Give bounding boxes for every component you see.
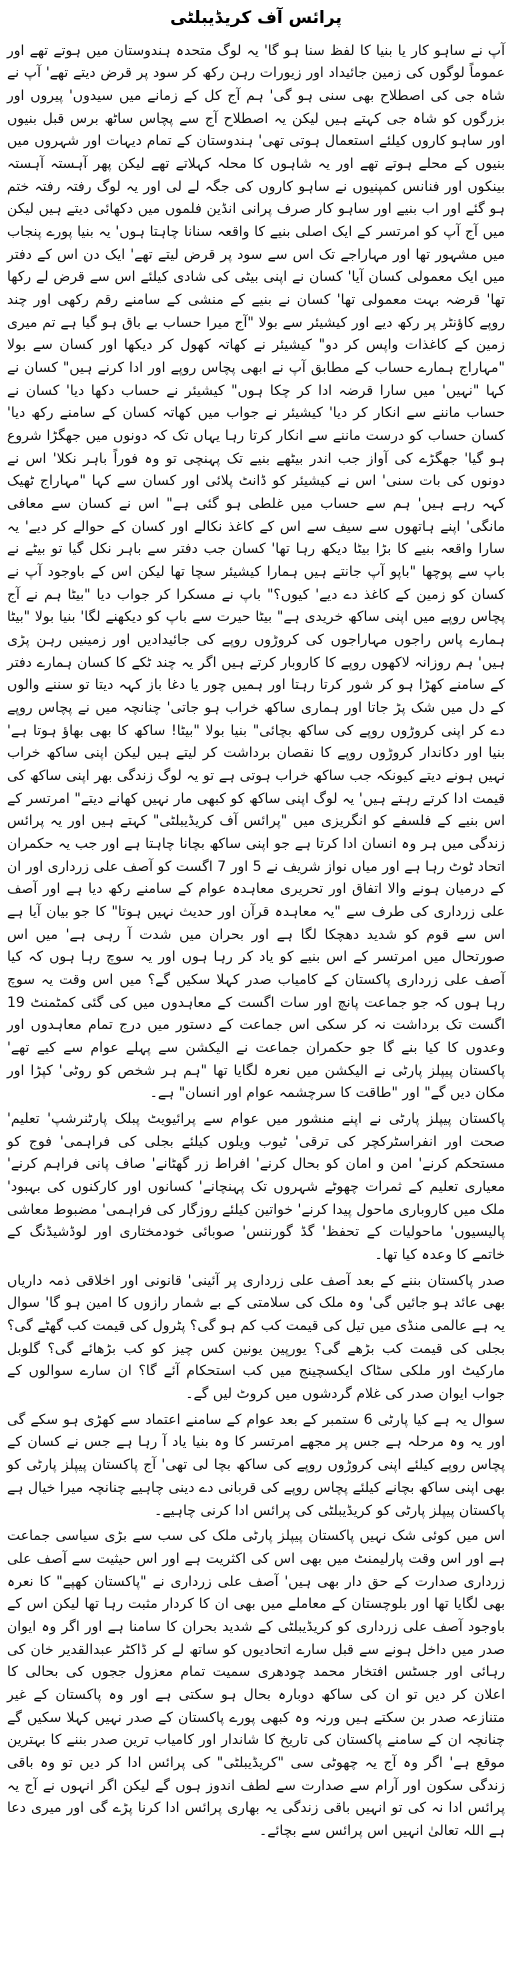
paragraph-1: آپ نے ساہو کار یا بنیا کا لفظ سنا ہو گا' یہ لوگ متحدہ ہندوستان میں ہوتے تھے اور عموماً لوگوں کی زمین جائیداد اور زیورات رہن رکھ کر سود پر قرض دیتے تھے' آپ نے شاہ جی کی اصطلاح بھی سنی ہو گی' ہم آج کل کے زمانے میں سیدوں' پیروں اور بزرگوں کو شاہ جی کہتے ہیں لیکن یہ اصطلاح آج سے پچاس ساٹھ برس قبل بنیوں اور ساہو کاروں کیلئے استعمال ہوتی تھی' ہندوستان کے تمام دیہات اور شہروں میں بنیوں کے محلے ہوتے تھے اور یہ شاہوں کا محلہ کہلاتے تھے لیکن پھر آہستہ آہستہ بینکوں اور فنانس کمپنیوں نے ساہو کاروں کی جگہ لے لی اور یہ لوگ رفتہ رفتہ ختم ہو گئے اور اب بنیے اور ساہو کار صرف پرانی انڈین فلموں میں دکھائی دیتے ہیں لیکن میں آج آپ کو امرتسر کے ایک اصلی بنیے کا واقعہ سنانا چاہتا ہوں' یہ بنیا پورے پنجاب میں مشہور تھا اور مہاراجے تک اس سے سود پر قرض لیتے تھے' ایک دن اس کے دفتر میں ایک معمولی کسان آیا' کسان نے اپنی بیٹی کی شادی کیلئے اس سے قرض لے رکھا تھا' قرضہ بہت معمولی تھا' کسان نے بنیے کے منشی کے سامنے رقم رکھی اور چند روپے کاؤنٹر پر رکھ دیے اور کیشیئر سے بولا "آج میرا حساب بے باق ہو گیا ہے تم میری زمین کے کاغذات واپس کر دو" کیشیئر نے کھاتہ کھول کر دیکھا اور کسان سے بولا "مہاراج ہمارے حساب کے مطابق آپ نے ابھی پچاس روپے اور ادا کرنے ہیں" کسان نے کہا "نہیں' میں سارا قرضہ ادا کر چکا ہوں" کیشیئر نے حساب دکھا دیا' کسان نے حساب ماننے سے انکار کر دیا' کیشیئر نے جواب میں کھاتہ کسان کے سامنے رکھ دیا' کسان حساب کو درست ماننے سے انکار کرتا رہا یہاں تک کہ دونوں میں جھگڑا شروع ہو گیا' جھگڑے کی آواز جب اندر بیٹھے بنیے تک پہنچی تو وہ فوراً باہر نکلا' اس نے دونوں کی بات سنی' اس نے کیشیئر کو ڈانٹ پلائی اور کسان سے کہا "مہاراج ٹھیک کہہ رہے ہیں' ہم سے حساب میں غلطی ہو گئی ہے" اس نے کسان سے معافی مانگی' اپنے ہاتھوں سے سیف سے اس کے کاغذ نکالے اور کسان کے حوالے کر دیے' یہ سارا واقعہ بنیے کا بڑا بیٹا دیکھ رہا تھا' کسان جب دفتر سے باہر نکل گیا تو بیٹے نے باپ سے پوچھا "باپو آپ جانتے ہیں ہمارا کیشیئر سچا تھا لیکن اس کے باوجود آپ نے کسان کو زمین کے کاغذ دے دیے' کیوں؟" باپ نے مسکرا کر جواب دیا "بیٹا ہم نے آج پچاس روپے میں اپنی ساکھ خریدی ہے" بیٹا حیرت سے باپ کو دیکھنے لگا' بنیا بولا "بیٹا ہمارے پاس راجوں مہاراجوں کی کروڑوں روپے کی جائیدادیں اور زمینیں رہن پڑی ہیں' ہم روزانہ لاکھوں روپے کا کاروبار کرتے ہیں اگر یہ چند ٹکے کا کسان ہمارے دفتر کے سامنے کھڑا ہو کر شور کرتا رہتا اور ہمیں چور یا دغا باز کہہ دیتا تو سننے والوں کے دل میں شک پڑ جاتا اور ہماری ساکھ خراب ہو جاتی' چنانچہ میں نے پچاس روپے دے کر اپنی کروڑوں روپے کی ساکھ بچائی" بنیا بولا "بیٹا! ساکھ کا بھی بھاؤ ہوتا ہے' بنیا اور دکاندار کروڑوں روپے کا نقصان برداشت کر لیتے ہیں لیکن اپنی ساکھ خراب نہیں ہونے دیتے کیونکہ جب ساکھ خراب ہوتی ہے تو یہ لوگ زندگی بھر اپنی ساکھ کی قیمت ادا کرتے رہتے ہیں' یہ لوگ اپنی ساکھ کو کبھی مار نہیں کھانے دیتے" امرتسر کے اس بنیے کے فلسفے کو انگریزی میں "پرائس آف کریڈیبلٹی" کہتے ہیں اور یہ پرائس زندگی میں ہر وہ انسان ادا کرتا ہے جو اپنی ساکھ بچانا چاہتا ہے اور جب یہ حکمران اتحاد ٹوٹ رہا ہے اور میاں نواز شریف نے 5 اور 7 اگست کو آصف علی زرداری اور ان کے درمیان ہونے والا اتفاق اور تحریری معاہدہ عوام کے سامنے رکھ دیا ہے اور آصف علی زرداری کی طرف سے "یہ معاہدہ قرآن اور حدیث نہیں ہوتا" کا جو بیان آیا ہے اس سے قوم کو شدید دھچکا لگا ہے اور بحران میں شدت آ رہی ہے' میں اس صورتحال میں امرتسر کے اس بنیے کو یاد کر رہا ہوں اور یہ سوچ رہا ہوں کہ کیا آصف علی زرداری پاکستان کے کامیاب صدر کہلا سکیں گے؟ میں اس وقت یہ سوچ رہا ہوں کہ جو جماعت پانچ اور سات اگست کے معاہدوں میں کی گئی کمٹمنٹ 19 اگست تک برداشت نہ کر سکی اس جماعت کے دستور میں درج تمام معاہدوں اور وعدوں کا کیا بنے گا جو حکمران جماعت نے الیکشن سے پہلے عوام سے کیے تھے' پاکستان پیپلز پارٹی نے الیکشن میں نعرہ لگایا تھا "ہم ہر شخص کو روٹی' کپڑا اور مکان دیں گے" اور "طاقت کا سرچشمہ عوام اور انسان" ہے۔ (7, 42, 505, 1102)
paragraph-5: اس میں کوئی شک نہیں پاکستان پیپلز پارٹی ملک کی سب سے بڑی سیاسی جماعت ہے اور اس وقت پارلیمنٹ میں بھی اس کی اکثریت ہے اور اس حیثیت سے آصف علی زرداری صدارت کے حق دار بھی ہیں' آصف علی زرداری نے "پاکستان کھپے" کا نعرہ بھی لگایا تھا اور بلوچستان کے معاملے میں بھی ان کا کردار مثبت رہا تھا لیکن اس کے باوجود آصف علی زرداری کو کریڈیبلٹی کے شدید بحران کا سامنا ہے اور اگر وہ ایوان صدر میں داخل ہونے سے قبل سارے اتحادیوں کو ساتھ لے کر ڈاکٹر عبدالقدیر خان کی رہائی اور جسٹس افتخار محمد چودھری سمیت تمام معزول ججوں کی بحالی کا اعلان کر دیں تو ان کی ساکھ دوبارہ بحال ہو سکتی ہے اور وہ پاکستان کے غیر متنازعہ صدر بن سکتے ہیں ورنہ وہ کبھی پورے پاکستان کے صدر نہیں کہلا سکیں گے چنانچہ ان کے سامنے پاکستان کی تاریخ کا شاندار اور کامیاب ترین صدر بننے کا بہترین موقع ہے' اگر وہ آج یہ چھوٹی سی "کریڈیبلٹی" کی پرائس ادا کر دیں تو وہ باقی زندگی سکون اور آرام سے صدارت سے لطف اندوز ہوں گے لیکن اگر انہوں نے آج یہ پرائس ادا نہ کی تو انہیں باقی زندگی یہ بھاری پرائس ادا کرنا پڑے گی اور میری دعا ہے اللہ تعالیٰ انہیں اس پرائس سے بچائے۔ (7, 1528, 505, 1839)
paragraph-3: صدر پاکستان بننے کے بعد آصف علی زرداری پر آئینی' قانونی اور اخلاقی ذمہ داریاں بھی عائد ہو جائیں گی' وہ ملک کی سلامتی کے بے شمار رازوں کا امین ہو گا' سوال یہ ہے عالمی منڈی میں تیل کی قیمت کب کم ہو گی؟ پٹرول کی قیمت کب گھٹے گی؟ بجلی کی قیمت کب بڑھے گی؟ یورپین یونین کس چیز کو کب بڑھائے گی؟ گلوبل مارکیٹ اور ملکی سٹاک ایکسچینج میں کب استحکام آئے گا؟ ان سارے سوالوں کے جواب ایوان صدر کی غلام گردشوں میں کروٹ لیں گے۔ (7, 1272, 505, 1403)
paragraph-2: پاکستان پیپلز پارٹی نے اپنے منشور میں عوام سے پرائیویٹ پبلک پارٹنرشپ' تعلیم' صحت اور انفراسٹرکچر کی ترقی' ٹیوب ویلوں کیلئے بجلی کی فراہمی' فوج کو مستحکم کرنے' امن و امان کو بحال کرنے' افراط زر گھٹانے' صاف پانی فراہم کرنے' معیاری تعلیم کے ثمرات چھوٹے شہروں تک پہنچانے' کسانوں اور کارکنوں کی بہبود' ملک میں کاروباری ماحول پیدا کرنے' خواتین کیلئے روزگار کی فراہمی' مضبوط معاشی پالیسیوں' ماحولیات کے تحفظ' گڈ گورننس' صوبائی خودمختاری اور لوڈشیڈنگ کے خاتمے کا وعدہ کیا تھا۔ (7, 1111, 505, 1264)
column-title: پرائس آف کریڈیبلٹی (170, 8, 342, 28)
paragraph-4: سوال یہ ہے کیا پارٹی 6 ستمبر کے بعد عوام کے سامنے اعتماد سے کھڑی ہو سکے گی اور یہ وہ مرحلہ ہے جس پر مجھے امرتسر کا وہ بنیا یاد آ رہا ہے جس نے کسان کے پچاس روپے کیلئے اپنی کروڑوں روپے کی ساکھ بچا لی تھی' آج پاکستان پیپلز پارٹی کو بھی اپنی ساکھ بچانے کیلئے پچاس روپے کی قربانی دے دینی چاہیے چنانچہ میرا خیال ہے پاکستان پیپلز پارٹی کو کریڈیبلٹی کی پرائس ادا کرنی چاہیے۔ (7, 1411, 505, 1519)
column-body (7, 40, 505, 1843)
